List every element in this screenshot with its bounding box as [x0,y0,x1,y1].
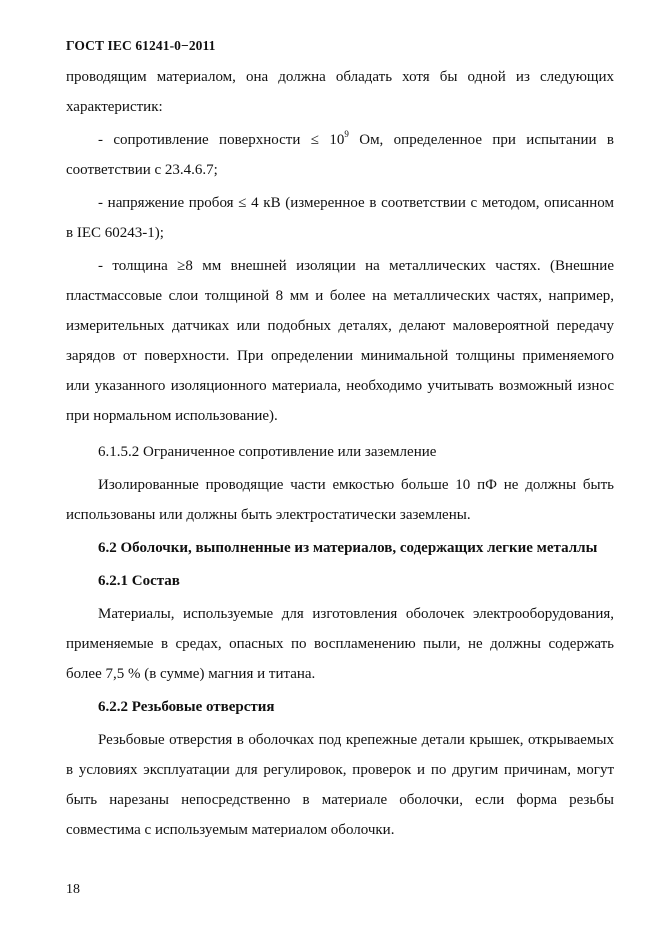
paragraph-surface-resistance [66,125,614,185]
paragraph-composition: Материалы, используемые для изготовления оболочек электрооборудования, применяемые в средах, опасных по воспламенению пыли, не должны содержать более 7,5 % (в сумме) магния и титана. [66,606,614,682]
paragraph-continuation: проводящим материалом, она должна обладать хотя бы одной из следующих характеристик: [66,69,614,115]
section-6-2-2-heading: 6.2.2 Резьбовые отверстия [98,699,275,715]
paragraph-isolated-parts: Изолированные проводящие части емкостью больше 10 пФ не должны быть использованы или должны быть электростатически заземлены. [66,477,614,523]
document-code-header: ГОСТ IEC 61241-0−2011 [66,38,216,53]
section-6-1-5-2-title: 6.1.5.2 Ограниченное сопротивление или заземление [98,444,437,460]
surface-resistance-text: - сопротивление поверхности ≤ 10 [98,132,345,148]
section-6-2-1-heading: 6.2.1 Состав [98,573,180,589]
paragraph-breakdown-voltage: - напряжение пробоя ≤ 4 кВ (измеренное в соответствии с методом, описанном в IEC 60243-1); [66,195,614,241]
paragraph-insulation-thickness: - толщина ≥8 мм внешней изоляции на металлических частях. (Внешние пластмассовые слои толщиной 8 мм и более на металлических частях, например, измерительных датчиках или подобных деталях, делают маловероятной передачу зарядов от поверхности. При определении минимальной толщины применяемого или указанного изоляционного материала, необходимо учитывать возможный износ при нормальном использование). [66,258,614,424]
surface-resistance-text-end: Ом, определенное при испытании в соответствии с 23.4.6.7; [66,132,615,178]
section-6-2-heading: 6.2 Оболочки, выполненные из материалов, содержащих легкие металлы [98,540,598,556]
exponent: 9 [344,129,349,139]
paragraph-threaded-holes: Резьбовые отверстия в оболочках под крепежные детали крышек, открываемых в условиях эксплуатации для регулировок, проверок и по другим причинам, могут быть нарезаны непосредственно в материале оболочки, если форма резьбы совместима с используемым материалом оболочки. [66,732,614,838]
document-body [66,62,614,845]
page-number: 18 [66,882,80,897]
